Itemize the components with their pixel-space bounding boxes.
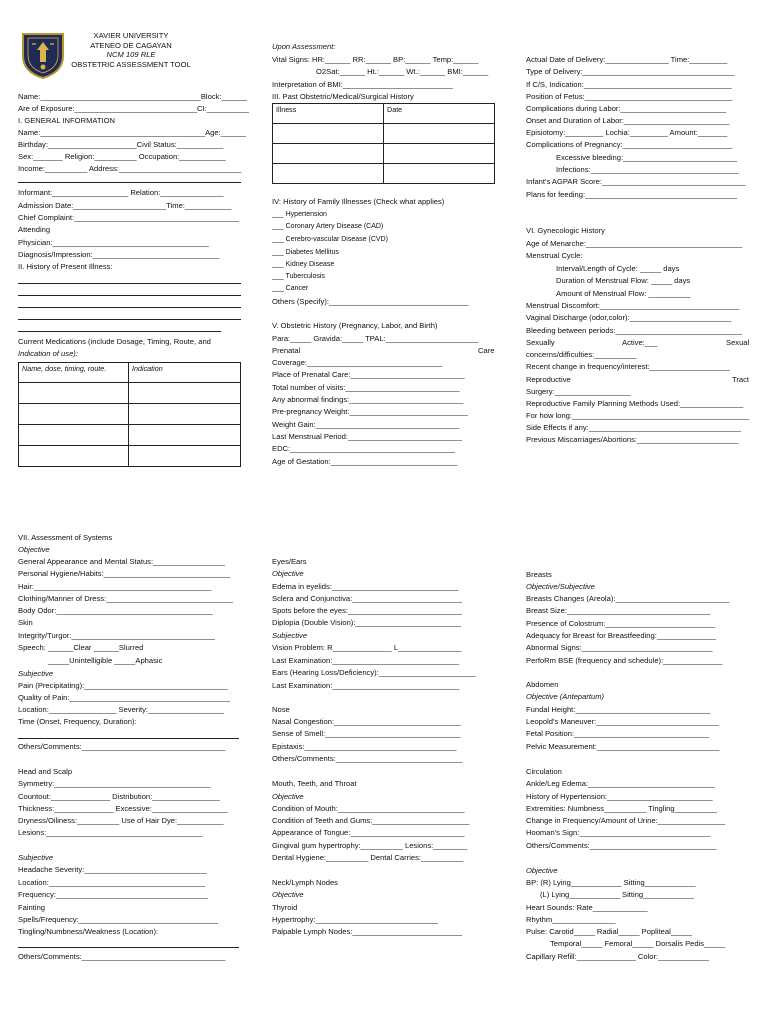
- table-cell[interactable]: [129, 404, 241, 425]
- objective-label-3: Objective: [272, 890, 304, 899]
- spells-field[interactable]: Spells/Frequency:_________________________________: [18, 915, 219, 924]
- objective-label: Objective: [526, 866, 558, 875]
- spots-field[interactable]: Spots before the eyes:___________________________: [272, 606, 463, 615]
- hypertrophy-field[interactable]: Hypertrophy:_____________________________: [272, 915, 438, 924]
- pulse-field-2[interactable]: Temporal_____ Femoral_____ Dorsalis Pedis_____: [550, 939, 726, 948]
- vital-signs-field[interactable]: Vital Signs: HR:______ RR:______ BP:______ Temp:______: [272, 55, 479, 64]
- bmi-interpretation-field[interactable]: Interpretation of BMI:__________________________: [272, 80, 453, 89]
- skin-label: Skin: [18, 618, 33, 627]
- weight-gain-field[interactable]: Weight Gain:__________________________________: [272, 420, 460, 429]
- recent-change-field[interactable]: Recent change in frequency/interest:___________________: [526, 362, 730, 371]
- campus-name: ATENEO DE CAGAYAN: [90, 40, 172, 50]
- sexual-label: Sexual: [726, 338, 750, 347]
- upon-assessment-label: Upon Assessment:: [272, 42, 336, 51]
- feeding-field[interactable]: Plans for feeding:____________________________________: [526, 190, 738, 199]
- pre-pregnancy-weight-field[interactable]: Pre-pregnancy Weight:____________________________: [272, 407, 468, 416]
- heart-sounds-field[interactable]: Heart Sounds: Rate_____________: [526, 903, 648, 912]
- bleeding-between-field[interactable]: Bleeding between periods:______________________________: [526, 326, 743, 335]
- others-comments-field[interactable]: Others/Comments:______________________________: [526, 841, 717, 850]
- course-code: NCM 109 RLE: [106, 50, 156, 59]
- thyroid-label: Thyroid: [272, 903, 298, 912]
- vision-problem-field[interactable]: Vision Problem: R______________ L_______________: [272, 643, 462, 652]
- nasal-congestion-field[interactable]: Nasal Congestion:______________________________: [272, 717, 461, 726]
- apgar-field[interactable]: Infant's AGPAR Score:__________________________________: [526, 177, 746, 186]
- how-long-field[interactable]: For how long:__________________________________________: [526, 411, 750, 420]
- blank-line[interactable]: [18, 947, 239, 948]
- fainting-label: Fainting: [18, 903, 46, 912]
- sexually-label: Sexually: [526, 338, 555, 347]
- episiotomy-field[interactable]: Episiotomy:_________ Lochia:_________ Amount:_______: [526, 128, 728, 137]
- current-medications-label: Current Medications (include Dosage, Timing, Route, and: [18, 337, 211, 346]
- countout-field[interactable]: Countout:______________ Distribution:________________: [18, 792, 220, 801]
- menstrual-cycle-label: Menstrual Cycle:: [526, 251, 583, 260]
- rhythm-field[interactable]: Rhythm_______________: [526, 915, 616, 924]
- section-general-info: I. GENERAL INFORMATION: [18, 116, 116, 125]
- location-field[interactable]: Location:_____________________________________: [18, 878, 206, 887]
- reproductive-label: Reproductive: [526, 375, 571, 384]
- edema-eyelids-field[interactable]: Edema in eyelids:______________________________: [272, 582, 459, 591]
- sense-smell-field[interactable]: Sense of Smell:________________________________: [272, 729, 461, 738]
- breasts-label: Breasts: [526, 570, 552, 579]
- table-header-illness: Illness: [273, 104, 384, 124]
- extremities-field[interactable]: Extremities: Numbness__________ Tingling__________: [526, 804, 717, 813]
- delivery-date-field[interactable]: Actual Date of Delivery:_______________ Time:_________: [526, 55, 728, 64]
- personal-hygiene-field[interactable]: Personal Hygiene/Habits:______________________________: [18, 569, 231, 578]
- surgery-field[interactable]: Surgery:__________________: [526, 387, 631, 396]
- lymph-nodes-field[interactable]: Palpable Lymph Nodes:__________________________: [272, 927, 463, 936]
- labor-onset-field[interactable]: Onset and Duration of Labor:_________________________: [526, 116, 730, 125]
- frequency-field[interactable]: Frequency:____________________________________: [18, 890, 209, 899]
- miscarriages-field[interactable]: Previous Miscarriages/Abortions:________________________: [526, 435, 739, 444]
- body-odor-field[interactable]: Body Odor:_____________________________________: [18, 606, 213, 615]
- epistaxis-field[interactable]: Epistaxis:____________________________________: [272, 742, 457, 751]
- capillary-refill-field[interactable]: Capillary Refill:______________ Color:____________: [526, 952, 709, 961]
- vital-signs-field-2[interactable]: O2Sat:______ Ht.:______ Wt.:______ BMI:______: [316, 67, 489, 76]
- section-obstetric-history: V. Obstetric History (Pregnancy, Labor, and Birth): [272, 321, 438, 330]
- care-label: Care: [478, 346, 495, 355]
- cs-indication-field[interactable]: If C/S, Indication:___________________________________: [526, 80, 732, 89]
- breastfeeding-adequacy-field[interactable]: Adequacy for Breast for Breastfeeding:______________: [526, 631, 716, 640]
- area-exposure-field[interactable]: Are of Exposure:_____________________________CI:__________: [18, 104, 249, 113]
- sex-religion-field[interactable]: Sex:_______ Religion:__________ Occupation:___________: [18, 152, 226, 161]
- school-name: XAVIER UNIVERSITY: [93, 31, 169, 40]
- form-title: OBSTETRIC ASSESSMENT TOOL: [71, 59, 191, 69]
- section-systems: VII. Assessment of Systems: [18, 533, 113, 542]
- subjective-label: Subjective: [272, 631, 308, 640]
- family-checkbox-cvd[interactable]: ___ Cerebro-vascular Disease (CVD): [272, 236, 388, 243]
- income-address-field[interactable]: Income:__________ Address:_____________________________: [18, 164, 242, 173]
- pulse-field[interactable]: Pulse: Carotid_____ Radial_____ Popliteal_____: [526, 927, 692, 936]
- family-checkbox-diabetes[interactable]: ___ Diabetes Mellitus: [272, 249, 339, 256]
- diagnosis-field[interactable]: Diagnosis/Impression:______________________________: [18, 250, 220, 259]
- family-checkbox-kidney[interactable]: ___ Kidney Disease: [272, 261, 335, 268]
- table-cell[interactable]: [384, 144, 495, 164]
- section-gynecologic: VI. Gynecologic History: [526, 226, 605, 235]
- headache-field[interactable]: Headache Severity:_____________________________: [18, 865, 207, 874]
- head-scalp-label: Head and Scalp: [18, 767, 73, 776]
- table-cell[interactable]: [129, 425, 241, 446]
- ears-hearing-field[interactable]: Ears (Hearing Loss/Deficiency):_______________________: [272, 668, 476, 677]
- dental-hygiene-field[interactable]: Dental Hygiene:__________ Dental Carries:__________: [272, 853, 464, 862]
- family-checkbox-cad[interactable]: ___ Coronary Artery Disease (CAD): [272, 223, 384, 230]
- fetus-position-field[interactable]: Position of Fetus:___________________________________: [526, 92, 733, 101]
- infections-field[interactable]: Infections:___________________________________: [556, 165, 739, 174]
- vaginal-discharge-field[interactable]: Vaginal Discharge (odor,color):________________________: [526, 313, 732, 322]
- blank-line[interactable]: [18, 283, 241, 284]
- gingival-field[interactable]: Gingival gum hypertrophy:__________ Lesions:________: [272, 841, 468, 850]
- place-prenatal-field[interactable]: Place of Prenatal Care:___________________________: [272, 370, 465, 379]
- subjective-label: Subjective: [18, 669, 54, 678]
- colostrum-field[interactable]: Presence of Colostrum:__________________________: [526, 619, 716, 628]
- tingling-label: Tingling/Numbness/Weakness (Location):: [18, 927, 159, 936]
- last-exam-field[interactable]: Last Examination:______________________________: [272, 656, 460, 665]
- others-specify-field[interactable]: Others (Specify):_________________________________: [272, 297, 469, 306]
- attending-label: Attending: [18, 225, 51, 234]
- informant-field[interactable]: Informant:__________________ Relation:_______________: [18, 188, 224, 197]
- menstrual-discomfort-field[interactable]: Menstrual Discomfort:_________________________________: [526, 301, 740, 310]
- fetal-position-field[interactable]: Fetal Position:________________________________: [526, 729, 710, 738]
- symmetry-field[interactable]: Symmetry:_____________________________________: [18, 779, 211, 788]
- table-cell[interactable]: [19, 383, 129, 404]
- menarche-field[interactable]: Age of Menarche:_____________________________________: [526, 239, 743, 248]
- delivery-type-field[interactable]: Type of Delivery:____________________________________: [526, 67, 735, 76]
- thickness-field[interactable]: Thickness:______________ Excessive:__________________: [18, 804, 228, 813]
- coverage-field[interactable]: Coverage:________________________________: [272, 358, 443, 367]
- blank-line[interactable]: [18, 295, 241, 296]
- sclera-field[interactable]: Sclera and Conjunctiva:__________________________: [272, 594, 463, 603]
- para-gravida-field[interactable]: Para:_____ Gravida:_____ TPAL:______________________: [272, 334, 479, 343]
- tongue-field[interactable]: Appearance of Tongue:___________________________: [272, 828, 465, 837]
- side-effects-field[interactable]: Side Effects if any:____________________________________: [526, 423, 741, 432]
- subjective-label-2: Subjective: [18, 853, 54, 862]
- family-planning-field[interactable]: Reproductive Family Planning Methods Used:_______________: [526, 399, 744, 408]
- flow-amount-field[interactable]: Amount of Menstrual Flow: __________: [556, 289, 691, 298]
- blank-line[interactable]: [18, 182, 241, 183]
- history-table: [272, 103, 495, 184]
- table-cell[interactable]: [384, 164, 495, 184]
- table-header-indication: Indication: [129, 363, 241, 383]
- medications-sub-label: Indication of use):: [18, 349, 78, 358]
- urine-change-field[interactable]: Change in Frequency/Amount of Urine:________________: [526, 816, 726, 825]
- condition-teeth-field[interactable]: Condition of Teeth and Gums:_______________________: [272, 816, 470, 825]
- flow-duration-field[interactable]: Duration of Menstrual Flow: _____ days: [556, 276, 691, 285]
- abdomen-label: Abdomen: [526, 680, 559, 689]
- clothing-field[interactable]: Clothing/Manner of Dress:______________________________: [18, 594, 233, 603]
- patient-name-age-field[interactable]: Name:_______________________________________Age:______: [18, 128, 247, 137]
- tract-label: Tract: [732, 375, 750, 384]
- section-family-illness: IV: History of Family Illnesses (Check what applies): [272, 197, 445, 206]
- pregnancy-complications-field[interactable]: Complications of Pregnancy:__________________________: [526, 140, 733, 149]
- antepartum-label: Objective (Antepartum): [526, 692, 605, 701]
- labor-complications-field[interactable]: Complications during Labor:_________________________: [526, 104, 727, 113]
- eyes-ears-label: Eyes/Ears: [272, 557, 307, 566]
- blank-line[interactable]: [18, 319, 241, 320]
- fundal-height-field[interactable]: Fundal Height:________________________________: [526, 705, 711, 714]
- family-checkbox-tuberculosis[interactable]: ___ Tuberculosis: [272, 273, 325, 280]
- bp-left-field[interactable]: (L) Lying____________ Sitting____________: [540, 890, 694, 899]
- table-cell[interactable]: [19, 425, 129, 446]
- visits-field[interactable]: Total number of visits:___________________________: [272, 383, 460, 392]
- abnormal-signs-field[interactable]: Abnormal Signs:_______________________________: [526, 643, 713, 652]
- table-cell[interactable]: [273, 164, 384, 184]
- diplopia-field[interactable]: Diplopia (Double Vision):_________________________: [272, 618, 462, 627]
- condition-mouth-field[interactable]: Condition of Mouth:______________________________: [272, 804, 465, 813]
- medications-table: [18, 362, 241, 467]
- objective-label: Objective: [272, 569, 304, 578]
- blank-line[interactable]: [18, 331, 221, 332]
- excessive-bleeding-field[interactable]: Excessive bleeding:___________________________: [556, 153, 738, 162]
- prenatal-label: Prenatal: [272, 346, 301, 355]
- hoomans-sign-field[interactable]: Hooman's Sign:_______________________________: [526, 828, 711, 837]
- general-appearance-field[interactable]: General Appearance and Mental Status:_________________: [18, 557, 225, 566]
- pelvic-measurement-field[interactable]: Pelvic Measurement:_____________________________: [526, 742, 720, 751]
- admission-field[interactable]: Admission Date:______________________Time:___________: [18, 201, 232, 210]
- table-header-date: Date: [384, 104, 495, 124]
- bse-field[interactable]: PerfoRm BSE (frequency and schedule):______________: [526, 656, 723, 665]
- cycle-interval-field[interactable]: Interval/Length of Cycle: _____ days: [556, 264, 680, 273]
- table-cell[interactable]: [129, 383, 241, 404]
- lmp-field[interactable]: Last Menstrual Period:___________________________: [272, 432, 463, 441]
- others-comments-field-2[interactable]: Others/Comments:__________________________________: [18, 952, 226, 961]
- pain-quality-field[interactable]: Quality of Pain:______________________________________: [18, 693, 230, 702]
- leopold-field[interactable]: Leopold's Maneuver:_____________________________: [526, 717, 719, 726]
- others-comments-field[interactable]: Others/Comments:__________________________________: [18, 742, 226, 751]
- blank-line[interactable]: [18, 738, 239, 739]
- edc-field[interactable]: EDC:_______________________________________: [272, 444, 455, 453]
- mouth-teeth-label: Mouth, Teeth, and Throat: [272, 779, 357, 788]
- last-exam-field-2[interactable]: Last Examination:______________________________: [272, 681, 460, 690]
- nose-label: Nose: [272, 705, 290, 714]
- table-cell[interactable]: [19, 404, 129, 425]
- abnormal-findings-field[interactable]: Any abnormal findings:___________________________: [272, 395, 464, 404]
- chief-complaint-field[interactable]: Chief Complaint:_______________________________________: [18, 213, 239, 222]
- hypertension-history-field[interactable]: History of Hypertension:_________________________: [526, 792, 713, 801]
- neck-lymph-label: Neck/Lymph Nodes: [272, 878, 338, 887]
- sexual-concerns-field[interactable]: concerns/difficulties:__________: [526, 350, 637, 359]
- table-cell[interactable]: [384, 124, 495, 144]
- table-cell[interactable]: [273, 144, 384, 164]
- speech-field[interactable]: Speech: ______Clear ______Slurred: [18, 643, 144, 652]
- section-past-history: III. Past Obstetric/Medical/Surgical History: [272, 92, 414, 101]
- breast-changes-field[interactable]: Breasts Changes (Areola):___________________________: [526, 594, 730, 603]
- time-label: Time (Onset, Frequency, Duration):: [18, 717, 137, 726]
- others-comments-field[interactable]: Others/Comments:______________________________: [272, 754, 463, 763]
- table-cell[interactable]: [273, 124, 384, 144]
- objective-subjective-label: Objective/Subjective: [526, 582, 595, 591]
- bp-right-field[interactable]: BP: (R) Lying____________ Sitting____________: [526, 878, 696, 887]
- objective-label-2: Objective: [272, 792, 304, 801]
- speech-field-2[interactable]: _____Unintelligible _____Aphasic: [48, 656, 163, 665]
- university-seal-logo: [20, 30, 66, 80]
- circulation-label: Circulation: [526, 767, 562, 776]
- location-severity-field[interactable]: Location:________________ Severity:__________________: [18, 705, 225, 714]
- table-cell[interactable]: [129, 446, 241, 467]
- active-field[interactable]: Active:___: [622, 338, 658, 347]
- breast-size-field[interactable]: Breast Size:__________________________________: [526, 606, 711, 615]
- dryness-field[interactable]: Dryness/Oiliness:__________ Use of Hair Dye:___________: [18, 816, 224, 825]
- lesions-field[interactable]: Lesions:_____________________________________: [18, 828, 203, 837]
- age-gestation-field[interactable]: Age of Gestation:______________________________: [272, 457, 458, 466]
- family-checkbox-hypertension[interactable]: ___ Hypertension: [272, 211, 327, 218]
- name-block-field[interactable]: Name:______________________________________Block:______: [18, 92, 247, 101]
- pain-field[interactable]: Pain (Precipitating):__________________________________: [18, 681, 228, 690]
- hair-field[interactable]: Hair:__________________________________________: [18, 582, 212, 591]
- table-header-name: Name, dose, timing, route.: [19, 363, 129, 383]
- objective-label: Objective: [18, 545, 50, 554]
- birthday-field[interactable]: Birthday:_____________________Civil Status:___________: [18, 140, 224, 149]
- section-present-illness: II. History of Present Illness:: [18, 262, 113, 271]
- blank-line[interactable]: [18, 307, 241, 308]
- ankle-edema-field[interactable]: Ankle/Leg Edema:______________________________: [526, 779, 715, 788]
- family-checkbox-cancer[interactable]: ___ Cancer: [272, 285, 309, 292]
- integrity-turgor-field[interactable]: Integrity/Turgor:__________________________________: [18, 631, 215, 640]
- physician-field[interactable]: Physician:_____________________________________: [18, 238, 209, 247]
- table-cell[interactable]: [19, 446, 129, 467]
